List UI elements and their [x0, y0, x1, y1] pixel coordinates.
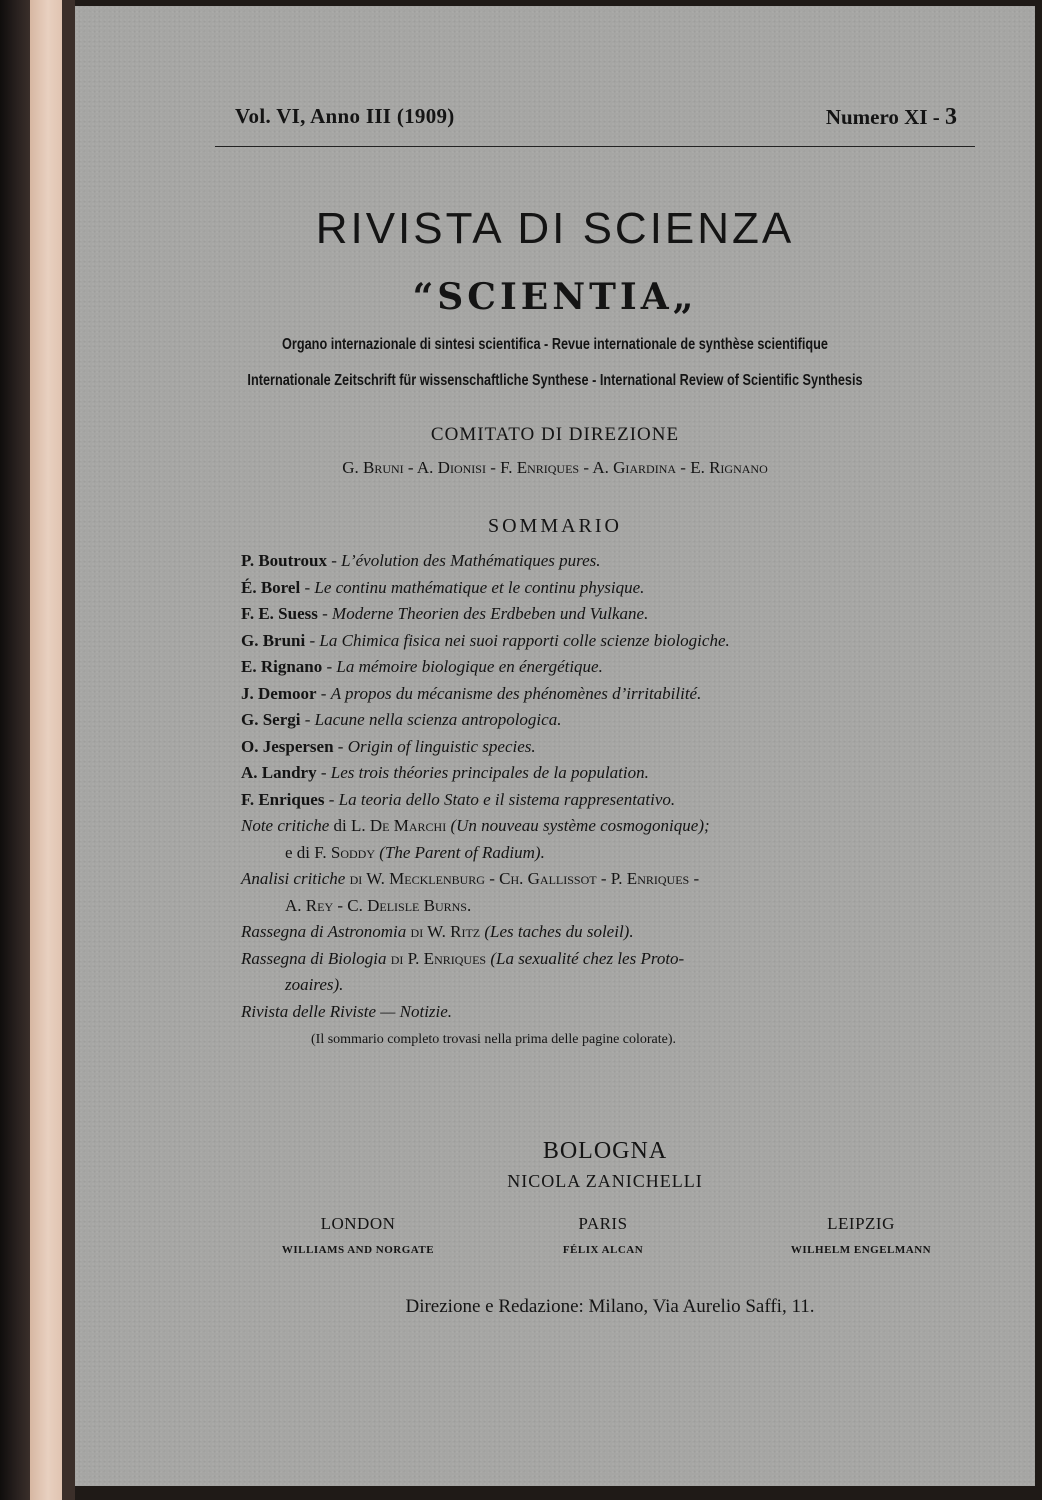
rassegna-biologia-cont: zoaires). — [285, 975, 344, 994]
journal-title: RIVISTA DI SCIENZA — [315, 204, 795, 253]
rassegna-astronomia: Rassegna di Astronomia di W. Ritz (Les taches du soleil). — [241, 922, 634, 941]
binding-shadow — [62, 0, 75, 1500]
organ-line-2: Internationale Zeitschrift für wissenschaftliche Synthese - International Review of Scientific Synthesis — [247, 372, 863, 389]
list-item: G. Bruni - La Chimica fisica nei suoi rapporti colle scienze biologiche. — [241, 630, 730, 650]
agent-city-leipzig: LEIPZIG — [827, 1214, 895, 1233]
agent-name-london: WILLIAMS AND NORGATE — [281, 1244, 435, 1256]
editorial-address: Direzione e Redazione: Milano, Via Aurelio Saffi, 11. — [405, 1296, 815, 1317]
list-item: J. Demoor - A propos du mécanisme des phénomènes d’irritabilité. — [241, 683, 702, 703]
issue-number: Numero XI - 3 — [825, 104, 957, 130]
contents-note: (Il sommario completo trovasi nella prima delle pagine colorate). — [311, 1032, 677, 1047]
list-item: A. Landry - Les trois théories principales de la population. — [241, 763, 649, 782]
volume-info: Vol. VI, Anno III (1909) — [235, 104, 455, 128]
list-item: E. Rignano - La mémoire biologique en énergétique. — [241, 657, 603, 676]
note-critiche: Note critiche di L. De Marchi (Un nouveau système cosmogonique); — [241, 816, 710, 835]
agent-city-paris: PARIS — [578, 1214, 628, 1233]
list-item: É. Borel - Le continu mathématique et le continu physique. — [241, 577, 645, 597]
list-item: P. Boutroux - L’évolution des Mathématiques pures. — [241, 551, 601, 570]
journal-cover — [75, 6, 1035, 1486]
rivista-delle-riviste: Rivista delle Riviste — Notizie. — [241, 1001, 453, 1021]
table-of-contents — [241, 548, 1001, 1054]
book-spine — [0, 0, 30, 1500]
agent-name-leipzig: WILHELM ENGELMANN — [790, 1244, 932, 1256]
analisi-critiche-cont: A. Rey - C. Delisle Burns. — [285, 895, 472, 915]
analisi-critiche: Analisi critiche di W. Mecklenburg - Ch. Gallissot - P. Enriques - — [241, 869, 700, 888]
organ-line-1: Organo internazionale di sintesi scientifica - Revue internationale de synthèse scientifique — [282, 336, 828, 353]
committee-members: G. Bruni - A. Dionisi - F. Enriques - A. Giardina - E. Rignano — [342, 458, 768, 477]
header-rule — [215, 146, 975, 147]
list-item: O. Jespersen - Origin of linguistic species. — [241, 736, 536, 756]
list-item: F. E. Suess - Moderne Theorien des Erdbeben und Vulkane. — [241, 604, 649, 623]
journal-subtitle: “SCIENTIA„ — [412, 276, 698, 318]
agent-city-london: LONDON — [320, 1214, 396, 1233]
publisher-city: BOLOGNA — [542, 1138, 668, 1164]
committee-heading: COMITATO DI DIREZIONE — [430, 424, 680, 445]
list-item: G. Sergi - Lacune nella scienza antropologica. — [241, 710, 562, 729]
contents-heading: SOMMARIO — [487, 515, 623, 537]
list-item: F. Enriques - La teoria dello Stato e il sistema rappresentativo. — [241, 789, 676, 809]
note-critiche-cont: e di F. Soddy (The Parent of Radium). — [285, 842, 545, 862]
rassegna-biologia: Rassegna di Biologia di P. Enriques (La sexualité chez les Proto- — [241, 948, 685, 968]
publisher-name: NICOLA ZANICHELLI — [507, 1171, 703, 1191]
agent-name-paris: FÉLIX ALCAN — [562, 1244, 644, 1256]
